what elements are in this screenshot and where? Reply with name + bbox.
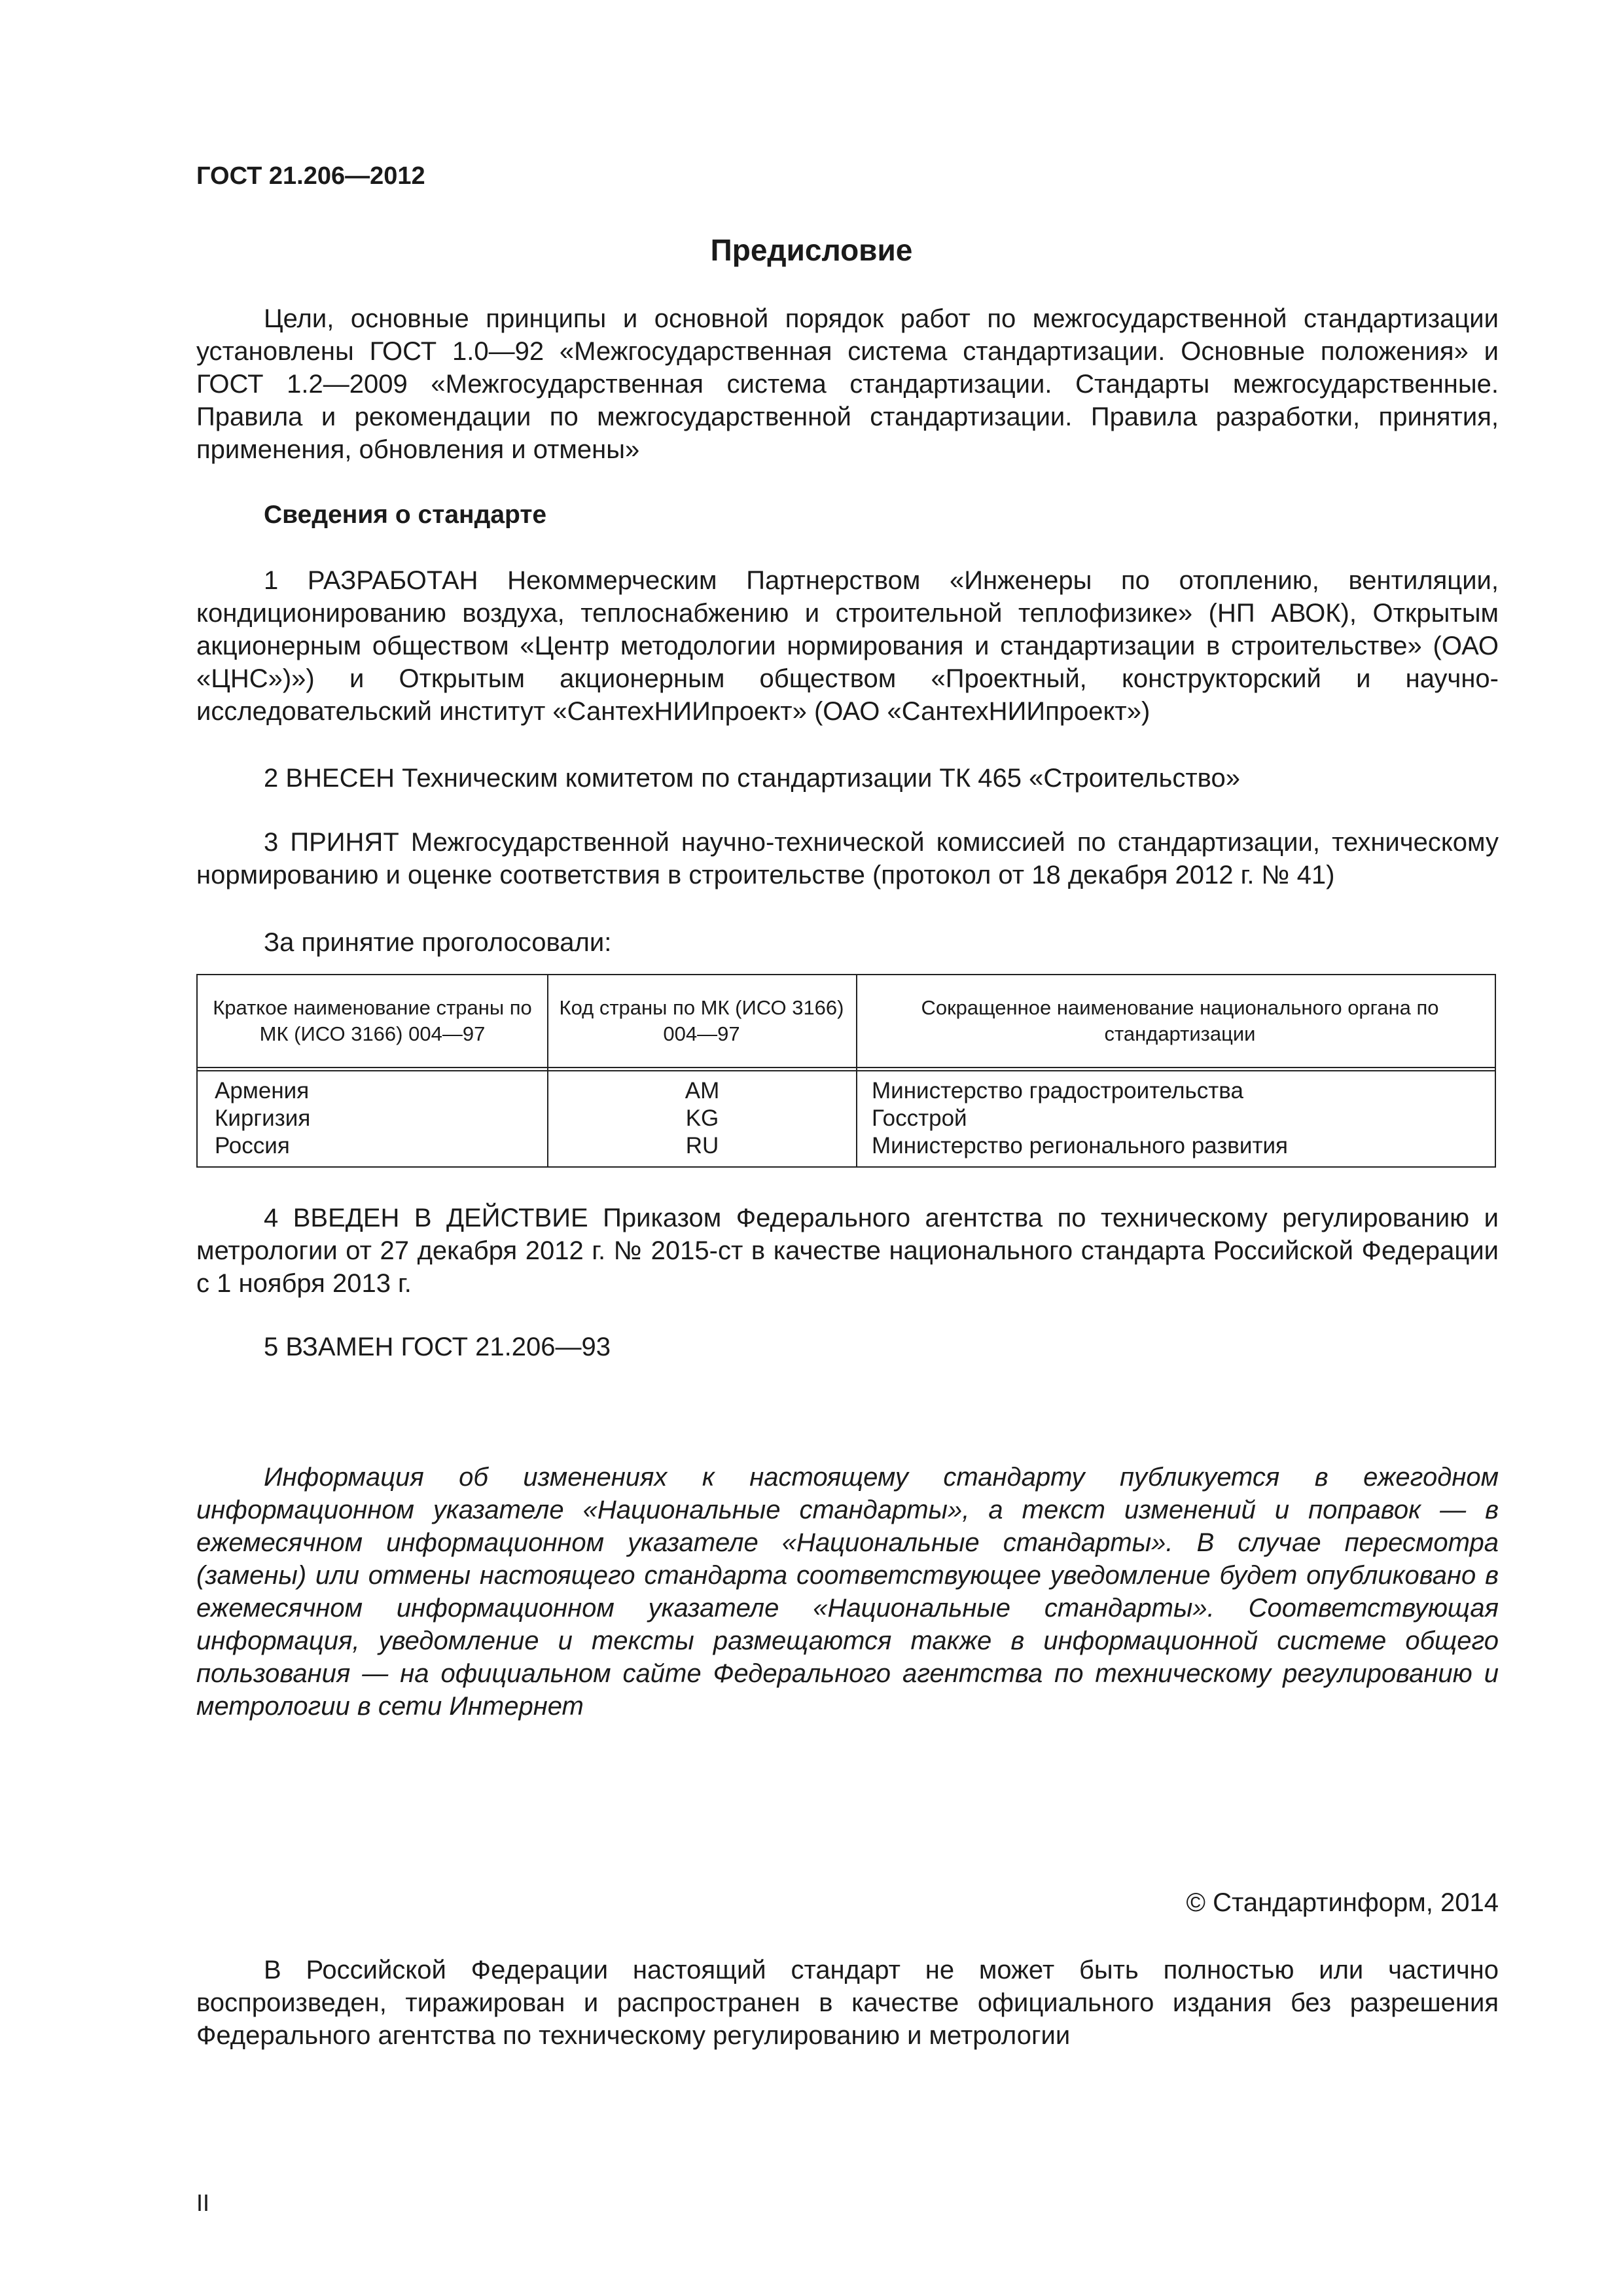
page-number: II bbox=[196, 2189, 210, 2216]
table-header-country-code: Код страны по МК (ИСО 3166) 004—97 bbox=[559, 996, 844, 1045]
reproduction-notice: В Российской Федерации настоящий стандарт не может быть полностью или частично воспроизведен, тиражирован и распространен в качестве официального издания без разрешения Федерального агентства по техническому регулированию и метрологии bbox=[196, 1956, 1499, 2050]
table-cell-code: AM bbox=[685, 1078, 720, 1103]
table-cell-code: RU bbox=[685, 1133, 719, 1158]
table-header-rule bbox=[198, 1067, 1495, 1071]
standard-info-heading: Сведения о стандарте bbox=[264, 501, 547, 529]
document-code: ГОСТ 21.206—2012 bbox=[196, 162, 425, 190]
item-introduced: 2 ВНЕСЕН Техническим комитетом по стандартизации ТК 465 «Строительство» bbox=[264, 764, 1240, 793]
item-adopted: 3 ПРИНЯТ Межгосударственной научно-технической комиссией по стандартизации, техническому нормированию и оценке соответствия в строительстве (протокол от 18 декабря 2012 г. № 41) bbox=[196, 828, 1499, 889]
voting-table bbox=[196, 974, 1496, 1168]
table-header-national-body: Сокращенное наименование национального органа по стандартизации bbox=[921, 996, 1439, 1045]
table-cell-country: Армения bbox=[215, 1078, 310, 1103]
intro-paragraph: Цели, основные принципы и основной порядок работ по межгосударственной стандартизации установлены ГОСТ 1.0—92 «Межгосударственная система стандартизации. Основные положения» и ГОСТ 1.2—2009 «Межгосударственная система стандартизации. Стандарты межгосударственные. Правила и рекомендации по межгосударственной стандартизации. Правила разработки, принятия, применения, обновления и отмены» bbox=[196, 304, 1499, 464]
table-cell-body: Министерство градостроительства bbox=[872, 1078, 1243, 1103]
changes-information-notice: Информация об изменениях к настоящему стандарту публикуется в ежегодном информационном указателе «Национальные стандарты», а текст изменений и поправок — в ежемесячном информационном указателе «Национальные стандарты». В случае пересмотра (замены) или отмены настоящего стандарта соответствующее уведомление будет опубликовано в ежемесячном информационном указателе «Национальные стандарты». Соответствующая информация, уведомление и тексты размещаются также в информационной системе общего пользования — на официальном сайте Федерального агентства по техническому регулированию и метрологии в сети Интернет bbox=[196, 1463, 1499, 1721]
table-cell-country: Киргизия bbox=[215, 1105, 311, 1131]
item-developed: 1 РАЗРАБОТАН Некоммерческим Партнерством «Инженеры по отоплению, вентиляции, кондиционированию воздуха, теплоснабжению и строительной теплофизике» (НП АВОК), Открытым акционерным обществом «Центр методологии нормирования и стандартизации в строительстве» (ОАО «ЦНС»)») и Открытым акционерным обществом «Проектный, конструкторский и научно-исследовательский институт «СантехНИИпроект» (ОАО «СантехНИИпроект») bbox=[196, 566, 1499, 726]
copyright-line: © Стандартинформ, 2014 bbox=[1186, 1888, 1499, 1917]
table-cell-code: KG bbox=[685, 1105, 719, 1131]
table-cell-body: Госстрой bbox=[872, 1105, 967, 1131]
table-cell-country: Россия bbox=[215, 1133, 290, 1158]
voted-label: За принятие проголосовали: bbox=[264, 928, 612, 957]
table-cell-body: Министерство регионального развития bbox=[872, 1133, 1288, 1158]
item-enacted: 4 ВВЕДЕН В ДЕЙСТВИЕ Приказом Федерального агентства по техническому регулированию и метрологии от 27 декабря 2012 г. № 2015-ст в качестве национального стандарта Российской Федерации с 1 ноября 2013 г. bbox=[196, 1204, 1499, 1298]
table-header-country-name: Краткое наименование страны по МК (ИСО 3166) 004—97 bbox=[213, 996, 532, 1045]
page-title: Предисловие bbox=[710, 233, 913, 267]
item-replaces: 5 ВЗАМЕН ГОСТ 21.206—93 bbox=[264, 1333, 611, 1361]
